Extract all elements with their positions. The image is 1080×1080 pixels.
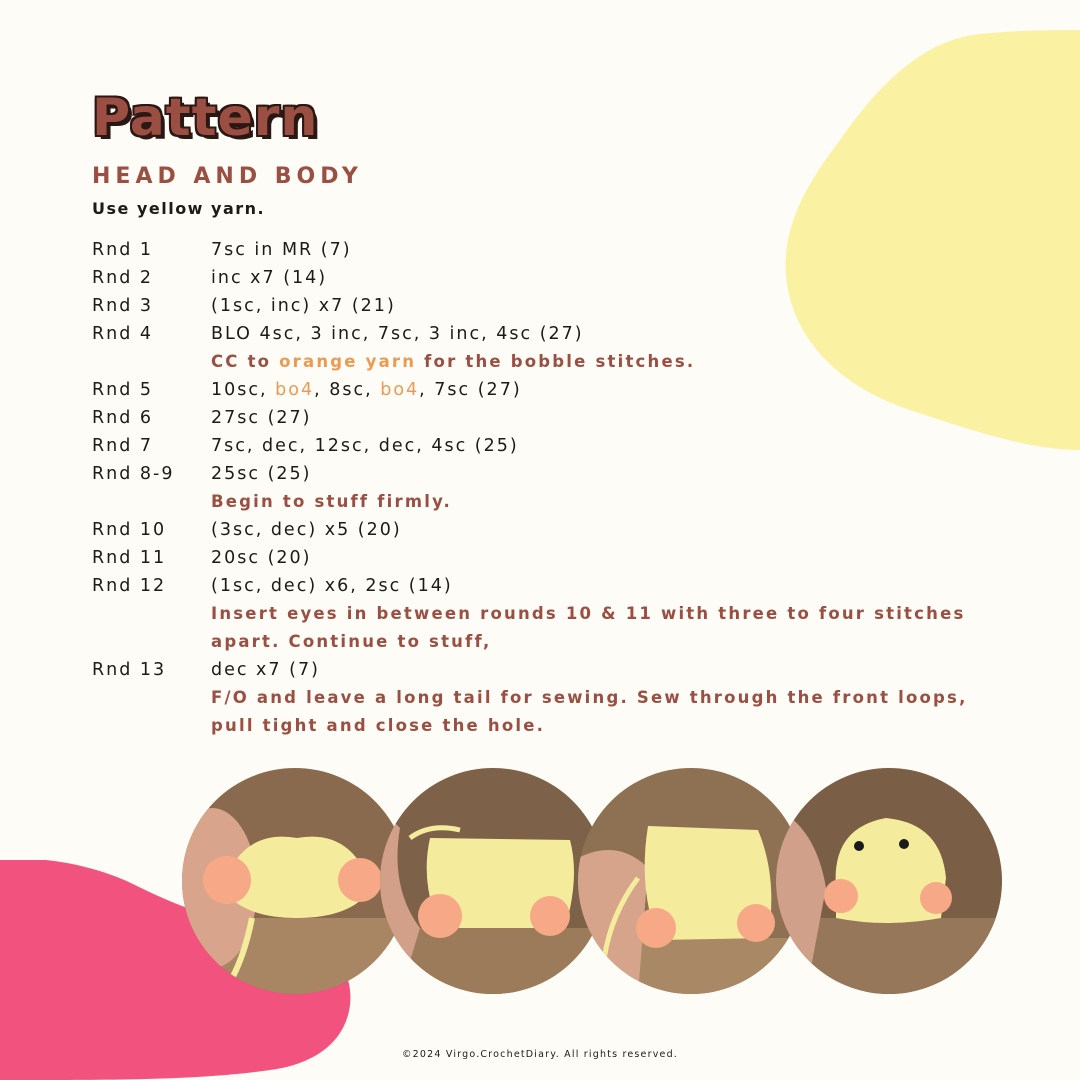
round-note: Begin to stuff firmly. [211, 492, 452, 511]
round-label: Rnd 12 [92, 576, 167, 596]
bobble-highlight: bo4 [380, 380, 420, 400]
round-row [92, 460, 992, 488]
progress-photo-4 [776, 768, 1002, 994]
round-note: F/O and leave a long tail for sewing. Sew through the front loops, pull tight and close the hole. [211, 688, 968, 735]
round-instruction: dec x7 (7) [211, 660, 320, 680]
round-instruction: 7sc, dec, 12sc, dec, 4sc (25) [211, 436, 519, 456]
round-instruction: inc x7 (14) [211, 268, 328, 288]
round-row [92, 320, 992, 348]
round-instruction: (1sc, inc) x7 (21) [211, 296, 396, 316]
copyright-footer: ©2024 Virgo.CrochetDiary. All rights reserved. [401, 1049, 679, 1060]
round-row [92, 516, 992, 544]
round-row [92, 432, 992, 460]
round-row [92, 404, 992, 432]
round-row [92, 656, 992, 684]
bobble-highlight: bo4 [275, 380, 315, 400]
round-instruction: 20sc (20) [211, 548, 312, 568]
round-note: Insert eyes in between rounds 10 & 11 with three to four stitches apart. Continue to stuff, [211, 604, 966, 651]
progress-photo-2 [380, 768, 606, 994]
instruction-part: 10sc, [211, 380, 276, 400]
progress-photo-3 [578, 768, 804, 994]
instruction-part: , 7sc (27) [419, 380, 522, 400]
round-instruction [211, 376, 522, 404]
round-instruction: BLO 4sc, 3 inc, 7sc, 3 inc, 4sc (27) [211, 324, 584, 344]
round-instruction: 27sc (27) [211, 408, 312, 428]
progress-photo-1 [182, 768, 408, 994]
note-text: CC to [211, 352, 280, 371]
round-label: Rnd 10 [92, 520, 167, 540]
note-text: for the bobble stitches. [416, 352, 696, 371]
round-row [92, 572, 992, 600]
round-label: Rnd 1 [92, 240, 154, 260]
note-highlight: orange yarn [279, 352, 417, 371]
round-label: Rnd 3 [92, 296, 154, 316]
intro-text: Use yellow yarn. [92, 199, 266, 218]
round-row [92, 376, 992, 404]
round-label: Rnd 4 [92, 324, 154, 344]
instruction-part: , 8sc, [314, 380, 381, 400]
round-label: Rnd 13 [92, 660, 167, 680]
round-row [92, 264, 992, 292]
round-row [92, 236, 992, 264]
pattern-rounds [92, 236, 992, 740]
round-label: Rnd 2 [92, 268, 154, 288]
round-instruction: 7sc in MR (7) [211, 240, 352, 260]
round-instruction: (3sc, dec) x5 (20) [211, 520, 402, 540]
section-heading: HEAD AND BODY [92, 164, 363, 189]
page-title: Pattern [92, 88, 319, 148]
round-label: Rnd 11 [92, 548, 167, 568]
round-row [92, 544, 992, 572]
round-note [211, 348, 991, 376]
round-instruction: (1sc, dec) x6, 2sc (14) [211, 576, 453, 596]
round-label: Rnd 8-9 [92, 464, 175, 484]
round-label: Rnd 6 [92, 408, 154, 428]
round-label: Rnd 7 [92, 436, 154, 456]
round-instruction: 25sc (25) [211, 464, 312, 484]
round-label: Rnd 5 [92, 380, 154, 400]
progress-photos [0, 768, 1080, 994]
round-row [92, 292, 992, 320]
